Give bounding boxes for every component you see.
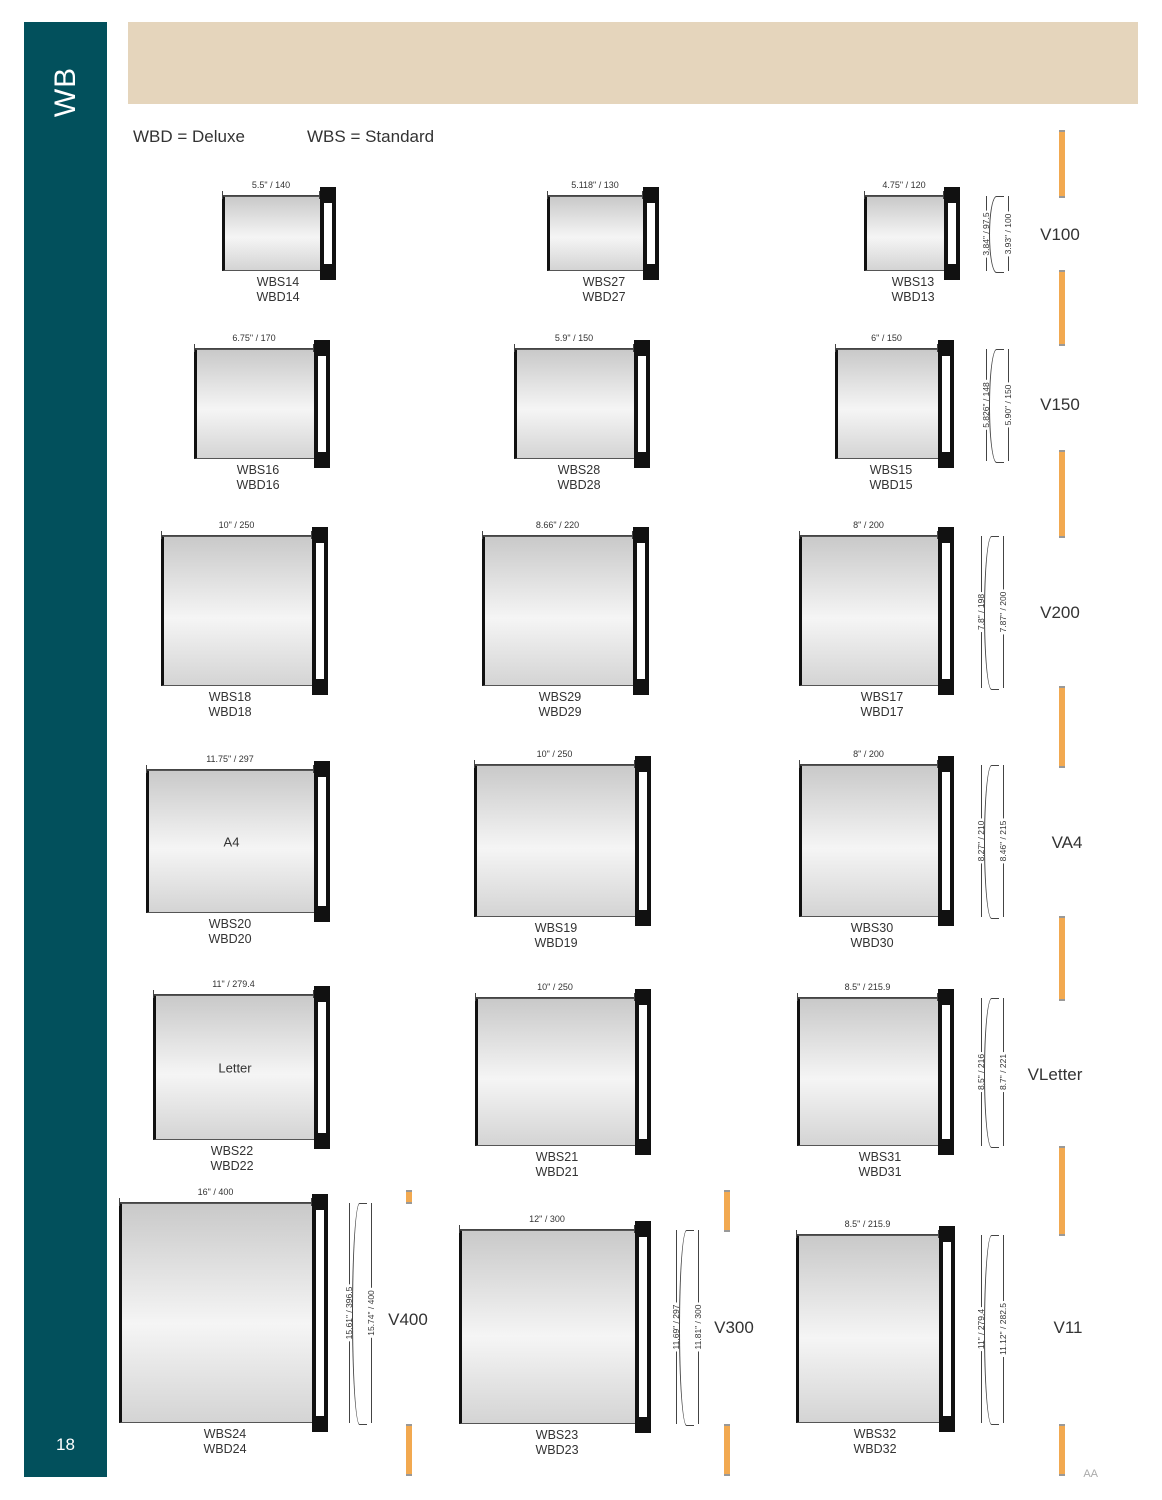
- sign-frame: [119, 1203, 324, 1423]
- accent-bar: [1059, 686, 1065, 768]
- model-codes: [825, 1427, 925, 1457]
- standard-code: WBS27: [582, 275, 626, 289]
- sign-frame: [797, 998, 950, 1146]
- width-label: 6.75" / 170: [232, 333, 276, 343]
- deluxe-code: WBD22: [210, 1159, 254, 1173]
- sign-frame: [796, 1235, 951, 1423]
- sign-panel: [799, 536, 938, 686]
- accent-bar: [406, 1424, 412, 1476]
- deluxe-code: WBD24: [203, 1442, 247, 1456]
- height-dimension-outer: [997, 1235, 1009, 1423]
- accent-bar: [724, 1424, 730, 1476]
- deluxe-code: WBD20: [208, 932, 252, 946]
- mounting-profile: [938, 340, 954, 468]
- height-label-inner: 11" / 279.4: [976, 1308, 986, 1350]
- legend-deluxe: WBD = Deluxe: [133, 127, 245, 146]
- deluxe-code: WBD32: [853, 1442, 897, 1456]
- height-label-outer: 8.7" / 221: [998, 1053, 1008, 1091]
- width-label: 10" / 250: [537, 982, 573, 992]
- width-dimension: [146, 754, 314, 772]
- model-codes: [507, 1428, 607, 1458]
- sign-panel: [459, 1230, 635, 1424]
- deluxe-code: WBD13: [891, 290, 935, 304]
- width-label: 6" / 150: [871, 333, 902, 343]
- model-codes: [228, 275, 328, 305]
- height-label-outer: 7.87" / 200: [998, 591, 1008, 633]
- sign-panel: [482, 536, 633, 686]
- height-label-inner: 3.84" / 97.5: [981, 211, 991, 256]
- sidebar: [24, 22, 107, 1477]
- width-label: 8" / 200: [853, 749, 884, 759]
- height-label-outer: 3.93" / 100: [1003, 213, 1013, 254]
- series-label-v300: V300: [714, 1318, 754, 1337]
- sign-panel: [799, 765, 938, 917]
- standard-code: WBS30: [850, 921, 894, 935]
- standard-code: WBS18: [208, 690, 252, 704]
- width-dimension: [799, 520, 938, 538]
- standard-code: WBS32: [853, 1427, 897, 1441]
- sign-frame: [514, 349, 646, 459]
- height-label-outer: 11.12" / 282.5: [998, 1302, 1008, 1356]
- width-label: 8.66" / 220: [535, 520, 580, 530]
- width-dimension: [119, 1187, 312, 1205]
- sign-frame: [153, 995, 326, 1140]
- standard-code: WBS13: [891, 275, 935, 289]
- deluxe-code: WBD15: [869, 478, 913, 492]
- sign-panel: [797, 998, 938, 1146]
- height-label-outer: 11.81" / 300: [693, 1304, 703, 1350]
- page-number: 18: [56, 1435, 75, 1454]
- width-label: 8.5" / 215.9: [844, 1219, 891, 1229]
- height-dimension-outer: [997, 765, 1009, 917]
- mounting-profile: [944, 187, 960, 280]
- mounting-profile: [938, 989, 954, 1155]
- model-codes: [822, 921, 922, 951]
- legend-standard: WBS = Standard: [307, 127, 435, 146]
- width-dimension: [547, 180, 643, 198]
- standard-code: WBS28: [557, 463, 601, 477]
- deluxe-code: WBD14: [256, 290, 300, 304]
- sign-frame: [799, 536, 950, 686]
- sign-frame: [482, 536, 645, 686]
- width-dimension: [475, 982, 635, 1000]
- accent-bar: [1059, 1146, 1065, 1236]
- model-codes: [182, 1144, 282, 1174]
- series-label-v150: V150: [1040, 395, 1080, 414]
- model-codes: [529, 463, 629, 493]
- deluxe-code: WBD31: [858, 1165, 902, 1179]
- section-title: WB: [48, 66, 82, 118]
- standard-code: WBS14: [256, 275, 300, 289]
- sign-panel: [475, 998, 635, 1146]
- width-dimension: [797, 982, 938, 1000]
- mounting-profile: [634, 340, 650, 468]
- sign-frame: [475, 998, 647, 1146]
- width-label: 5.118" / 130: [571, 180, 619, 190]
- accent-bar: [1059, 270, 1065, 346]
- height-dimension-outer: [1002, 349, 1014, 461]
- sign-panel: [222, 196, 320, 271]
- height-label-inner: 8.5" / 216: [976, 1053, 986, 1091]
- deluxe-code: WBD23: [535, 1443, 579, 1457]
- sign-panel: [796, 1235, 939, 1423]
- standard-code: WBS23: [535, 1428, 579, 1442]
- sign-panel: [514, 349, 634, 459]
- width-label: 5.5" / 140: [251, 180, 291, 190]
- model-codes: [180, 690, 280, 720]
- series-label-v200: V200: [1040, 603, 1080, 622]
- sign-panel: [547, 196, 643, 271]
- mounting-profile: [635, 1221, 651, 1433]
- width-dimension: [222, 180, 320, 198]
- standard-code: WBS15: [869, 463, 913, 477]
- sign-frame: [799, 765, 950, 917]
- height-dimension-outer: [997, 998, 1009, 1146]
- height-dimension-outer: [997, 536, 1009, 688]
- width-dimension: [194, 333, 314, 351]
- width-dimension: [153, 979, 314, 997]
- series-label-vletter: VLetter: [1027, 1065, 1083, 1084]
- width-dimension: [864, 180, 944, 198]
- sign-frame: [161, 536, 324, 686]
- deluxe-code: WBD19: [534, 936, 578, 950]
- accent-bar: [1059, 916, 1065, 1001]
- model-codes: [180, 917, 280, 947]
- standard-code: WBS29: [538, 690, 582, 704]
- sign-panel: [161, 536, 312, 686]
- width-label: 4.75" / 120: [882, 180, 926, 190]
- sign-panel: [474, 765, 635, 917]
- width-dimension: [799, 749, 938, 767]
- model-codes: [841, 463, 941, 493]
- model-codes: [208, 463, 308, 493]
- sign-panel: [119, 1203, 312, 1423]
- sign-frame: [835, 349, 950, 459]
- sign-frame: [194, 349, 326, 459]
- mounting-profile: [314, 340, 330, 468]
- height-label-outer: 15.74" / 400: [366, 1290, 376, 1336]
- width-label: 10" / 250: [218, 520, 255, 530]
- standard-code: WBS21: [535, 1150, 579, 1164]
- series-label-va4: VA4: [1051, 833, 1083, 852]
- width-label: 16" / 400: [197, 1187, 234, 1197]
- sign-panel: [835, 349, 938, 459]
- width-label: 8" / 200: [853, 520, 884, 530]
- mounting-profile: [938, 527, 954, 695]
- width-dimension: [482, 520, 633, 538]
- width-dimension: [514, 333, 634, 351]
- model-codes: [506, 921, 606, 951]
- panel-label: Letter: [218, 1060, 252, 1075]
- deluxe-code: WBD29: [538, 705, 582, 719]
- standard-code: WBS16: [236, 463, 280, 477]
- height-label-inner: 11.69" / 297: [671, 1304, 681, 1350]
- mounting-profile: [939, 1226, 955, 1432]
- series-label-v11: V11: [1053, 1318, 1083, 1337]
- mounting-profile: [635, 756, 651, 926]
- height-label-inner: 5.826" / 148: [981, 382, 991, 428]
- mounting-profile: [312, 1194, 328, 1432]
- series-label-v100: V100: [1040, 225, 1080, 244]
- model-codes: [554, 275, 654, 305]
- series-label-v400: V400: [388, 1310, 428, 1329]
- accent-bar: [1059, 130, 1065, 198]
- sign-panel: [146, 770, 314, 913]
- standard-code: WBS31: [858, 1150, 902, 1164]
- accent-bar: [1059, 450, 1065, 538]
- model-codes: [863, 275, 963, 305]
- width-label: 8.5" / 215.9: [844, 982, 891, 992]
- width-dimension: [161, 520, 312, 538]
- deluxe-code: WBD16: [236, 478, 280, 492]
- model-codes: [510, 690, 610, 720]
- header-band: [128, 22, 1138, 104]
- model-codes: [507, 1150, 607, 1180]
- sign-panel: [153, 995, 314, 1140]
- mounting-profile: [320, 187, 336, 280]
- width-dimension: [835, 333, 938, 351]
- width-dimension: [474, 749, 635, 767]
- deluxe-code: WBD17: [860, 705, 904, 719]
- width-label: 11" / 279.4: [212, 979, 255, 989]
- width-label: 11.75" / 297: [206, 754, 254, 764]
- model-codes: [832, 690, 932, 720]
- deluxe-code: WBD18: [208, 705, 252, 719]
- standard-code: WBS22: [210, 1144, 254, 1158]
- panel-label: A4: [223, 834, 240, 849]
- accent-bar: [406, 1190, 412, 1204]
- deluxe-code: WBD28: [557, 478, 601, 492]
- sign-frame: [864, 196, 956, 271]
- sign-panel: [864, 196, 944, 271]
- width-dimension: [796, 1219, 939, 1237]
- height-dimension-outer: [1002, 196, 1014, 271]
- width-label: 12" / 300: [529, 1214, 565, 1224]
- accent-bar: [1059, 1424, 1065, 1476]
- model-codes: [175, 1427, 275, 1457]
- mounting-profile: [635, 989, 651, 1155]
- model-codes: [830, 1150, 930, 1180]
- height-label-outer: 5.90" / 150: [1003, 384, 1013, 426]
- mounting-profile: [643, 187, 659, 280]
- sign-panel: [194, 349, 314, 459]
- height-label-inner: 15.61" / 396.5: [344, 1286, 354, 1340]
- sign-frame: [222, 196, 332, 271]
- sign-frame: [146, 770, 326, 913]
- sign-frame: [547, 196, 655, 271]
- mounting-profile: [633, 527, 649, 695]
- height-label-outer: 8.46" / 215: [998, 820, 1008, 862]
- standard-code: WBS17: [860, 690, 904, 704]
- width-label: 5.9" / 150: [554, 333, 594, 343]
- sign-frame: [459, 1230, 647, 1424]
- width-dimension: [459, 1214, 635, 1232]
- standard-code: WBS24: [203, 1427, 247, 1441]
- deluxe-code: WBD30: [850, 936, 894, 950]
- deluxe-code: WBD27: [582, 290, 626, 304]
- height-label-inner: 7.8" / 198: [976, 593, 986, 631]
- footer-mark: AA: [1083, 1468, 1098, 1480]
- mounting-profile: [938, 756, 954, 926]
- height-label-inner: 8.27" / 210: [976, 820, 986, 862]
- mounting-profile: [314, 986, 330, 1149]
- accent-bar: [724, 1190, 730, 1232]
- deluxe-code: WBD21: [535, 1165, 579, 1179]
- mounting-profile: [312, 527, 328, 695]
- standard-code: WBS20: [208, 917, 252, 931]
- width-label: 10" / 250: [536, 749, 573, 759]
- standard-code: WBS19: [534, 921, 578, 935]
- mounting-profile: [314, 761, 330, 922]
- sign-frame: [474, 765, 647, 917]
